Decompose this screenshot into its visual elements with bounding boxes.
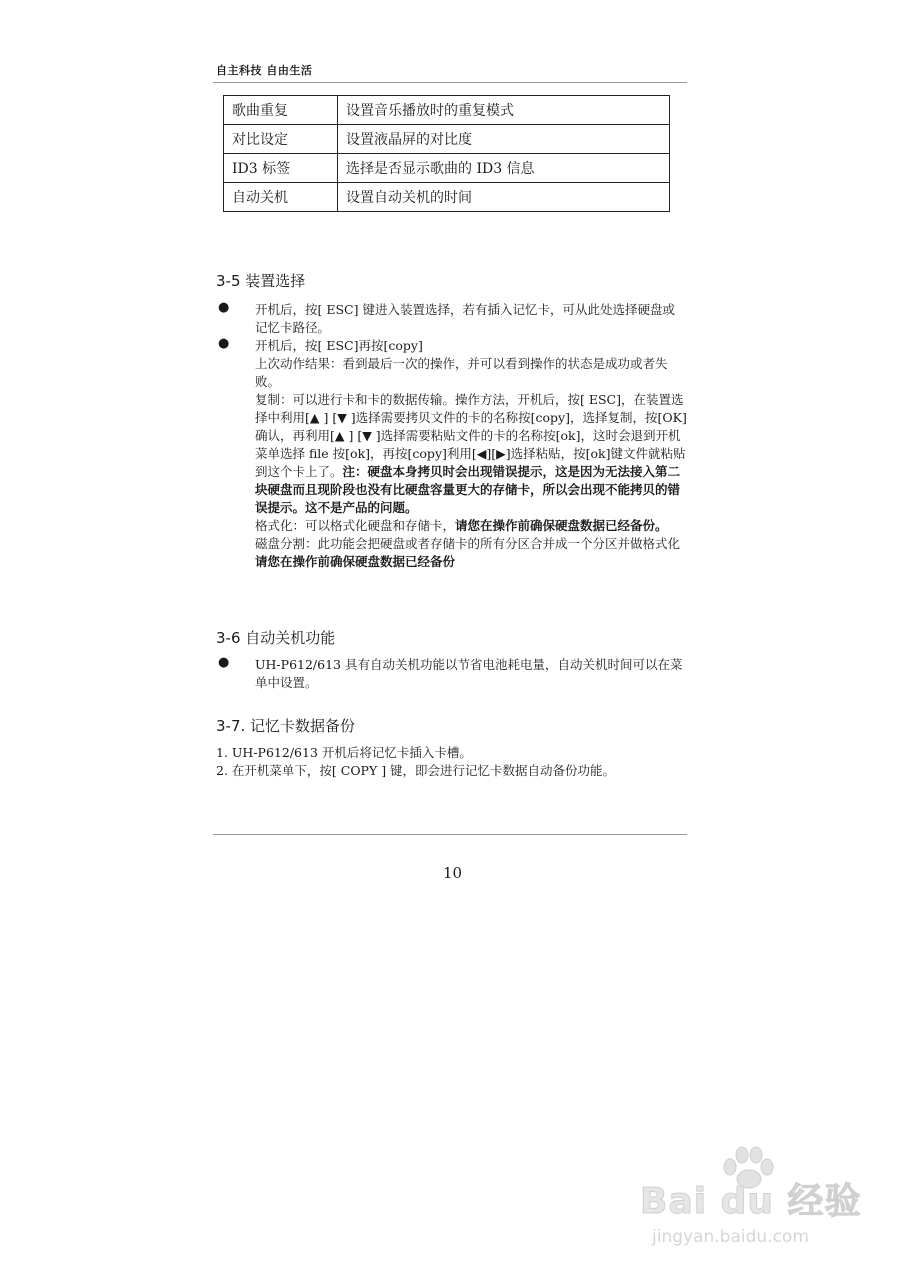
- bullet-text: 开机后，按[ ESC] 键进入装置选择，若有插入记忆卡，可从此处选择硬盘或记忆卡路径。: [255, 302, 675, 335]
- table-cell-key: 对比设定: [224, 125, 338, 154]
- settings-table: [223, 95, 670, 212]
- copy-note: 注：硬盘本身拷贝时会出现错误提示，这是因为无法接入第二块硬盘而且现阶段也没有比硬盘容量更大的存储卡，所以会出现不能拷贝的错误提示。这不是产品的问题。: [255, 464, 681, 515]
- watermark-brand: Bai du 经验: [640, 1181, 862, 1222]
- table-cell-value: 设置液晶屏的对比度: [338, 125, 670, 154]
- format-warning: 请您在操作前确保硬盘数据已经备份。: [455, 518, 668, 533]
- format-text: [255, 517, 687, 535]
- table-cell-key: ID3 标签: [224, 154, 338, 183]
- table-row: [224, 96, 670, 125]
- table-row: [224, 154, 670, 183]
- format-instructions: 格式化：可以格式化硬盘和存储卡，: [255, 518, 456, 533]
- table-row: [224, 125, 670, 154]
- copy-text: [255, 391, 687, 517]
- partition-instructions: 磁盘分割：此功能会把硬盘或者存储卡的所有分区合并成一个分区并做格式化: [255, 536, 681, 551]
- last-action-text: 上次动作结果：看到最后一次的操作，并可以看到操作的状态是成功或者失败。: [255, 356, 668, 389]
- table-cell-key: 自动关机: [224, 183, 338, 212]
- bullet-text: 开机后，按[ ESC]再按[copy]: [255, 338, 423, 353]
- header-rule: [213, 82, 687, 83]
- section-title-3-7: 3-7. 记忆卡数据备份: [216, 717, 356, 735]
- bullet-icon: ●: [218, 655, 230, 670]
- partition-warning: 请您在操作前确保硬盘数据已经备份: [255, 554, 456, 569]
- section-title-3-6: 3-6 自动关机功能: [216, 629, 336, 647]
- watermark: [640, 1145, 880, 1255]
- bullet-icon: ●: [218, 300, 230, 315]
- page-number: 10: [442, 864, 463, 882]
- footer-rule: [213, 834, 687, 835]
- table-cell-value: 选择是否显示歌曲的 ID3 信息: [338, 154, 670, 183]
- header-title: 自主科技 自由生活: [216, 64, 313, 77]
- table-cell-key: 歌曲重复: [224, 96, 338, 125]
- list-item: 2. 在开机菜单下，按[ COPY ] 键，即会进行记忆卡数据自动备份功能。: [216, 763, 616, 778]
- bullet-icon: ●: [218, 336, 230, 351]
- table-cell-value: 设置音乐播放时的重复模式: [338, 96, 670, 125]
- table-cell-value: 设置自动关机的时间: [338, 183, 670, 212]
- list-item: 1. UH-P612/613 开机后将记忆卡插入卡槽。: [216, 745, 472, 760]
- watermark-url: jingyan.baidu.com: [652, 1227, 809, 1247]
- section-3-5-body: [255, 337, 687, 571]
- section-title-3-5: 3-5 装置选择: [216, 272, 306, 290]
- bullet-text: UH-P612/613 具有自动关机功能以节省电池耗电量，自动关机时间可以在菜单中设置。: [255, 657, 683, 690]
- partition-text: [255, 535, 687, 571]
- copy-instructions: 复制：可以进行卡和卡的数据传输。操作方法，开机后，按[ ESC]，在装置选择中利用[▲ ] [▼ ]选择需要拷贝文件的卡的名称按[copy]，选择复制，按[OK]确认，再利用[▲ ] [▼ ]选择需要粘贴文件的卡的名称按[ok]，这时会退到开机菜单选择 file 按[ok]，再按[copy]利用[◀][▶]选择粘贴，按[ok]键文件就粘贴到这个卡上了。: [255, 392, 687, 479]
- table-row: [224, 183, 670, 212]
